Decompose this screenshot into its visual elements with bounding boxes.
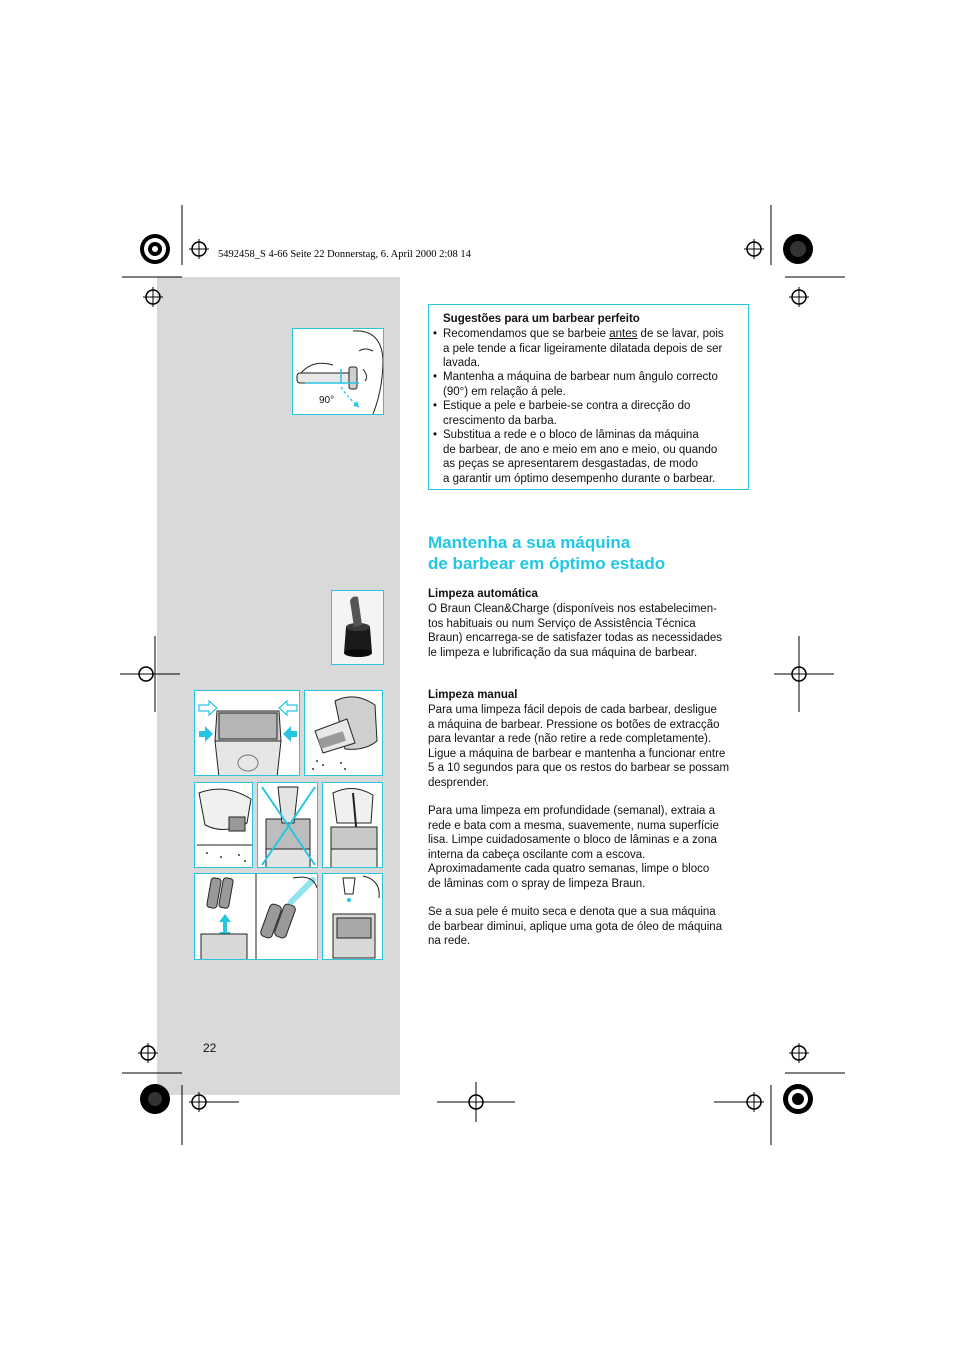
tip-4-text: Substitua a rede e o bloco de lâminas da máquina de barbear, de ano e meio em ano e meio, ou quando as peças se apresentarem desgastadas, de modo a garantir um óptimo desempenho durante o barbear. <box>443 429 718 485</box>
brush-cleaning-illustration <box>322 782 383 868</box>
tip-1-text-start: Recomendamos que se barbeie <box>443 328 610 340</box>
tap-foil-illustration <box>194 782 253 868</box>
bullet-icon: • <box>433 429 438 441</box>
clean-charge-station-image <box>331 590 384 665</box>
oil-foil-illustration <box>322 873 383 960</box>
bullet-icon: • <box>433 400 438 412</box>
crop-mark-bottom-right <box>700 1015 850 1145</box>
angle-label: 90° <box>319 395 335 406</box>
bullet-icon: • <box>433 328 438 340</box>
page-number: 22 <box>203 1041 217 1055</box>
crop-mark-top-left <box>122 205 262 335</box>
shaving-angle-illustration <box>292 328 384 415</box>
crop-mark-bottom-center <box>437 1080 517 1130</box>
release-foil-illustration <box>194 690 300 776</box>
crop-mark-bottom-left <box>122 1015 262 1145</box>
shake-out-illustration <box>304 690 383 776</box>
tip-2-text: Mantenha a máquina de barbear num ângulo correcto (90°) em relação á pele. <box>443 371 718 398</box>
tip-3-text: Estique a pele e barbeie-se contra a direcção do crescimento da barba. <box>443 400 691 427</box>
print-header-line: 5492458_S 4-66 Seite 22 Donnerstag, 6. April 2000 2:08 14 <box>218 249 471 260</box>
automatic-cleaning-text: O Braun Clean&Charge (disponíveis nos estabelecimen- tos habituais ou num Serviço de Assistência Técnica Braun) encarrega-se de satisfazer todas as necessidades le limpeza e lubrificação da sua máquina de barbear. <box>428 603 723 659</box>
incorrect-cleaning-illustration <box>257 782 318 868</box>
automatic-cleaning-heading: Limpeza automática <box>428 588 538 600</box>
tips-title: Sugestões para um barbear perfeito <box>443 313 640 325</box>
tip-1-text-end: de se lavar, pois a pele tende a ficar ligeiramente dilatada depois de ser lavada. <box>443 328 724 369</box>
manual-cleaning-heading: Limpeza manual <box>428 689 518 701</box>
crop-mark-mid-left <box>120 636 180 712</box>
section-title: Mantenha a sua máquina de barbear em óptimo estado <box>428 533 666 573</box>
cutter-block-spray-illustration <box>194 873 318 960</box>
tips-box <box>428 304 749 490</box>
bullet-icon: • <box>433 371 438 383</box>
crop-mark-mid-right <box>774 636 834 712</box>
tip-1-underlined-word: antes <box>609 328 638 340</box>
manual-cleaning-paragraph-2: Para uma limpeza em profundidade (semanal), extraia a rede e bata com a mesma, suavemente, numa superfície lisa. Limpe cuidadosamente o bloco de lâminas e a zona interna da cabeça oscilante com a escova. Aproximadamente cada quatro semanas, limpe o bloco de lâminas com o spray de limpeza Braun. <box>428 805 719 890</box>
manual-cleaning-paragraph-3: Se a sua pele é muito seca e denota que a sua máquina de barbear diminui, aplique uma gota de óleo de máquina na rede. <box>428 906 723 947</box>
manual-cleaning-paragraph-1: Para uma limpeza fácil depois de cada barbear, desligue a máquina de barbear. Pressione os botões de extracção para levantar a rede (não retire a rede completamente). Ligue a máquina de barbear e mantenha a funcionar entre 5 a 10 segundos para que os restos do barbear se possam desprender. <box>428 704 730 789</box>
